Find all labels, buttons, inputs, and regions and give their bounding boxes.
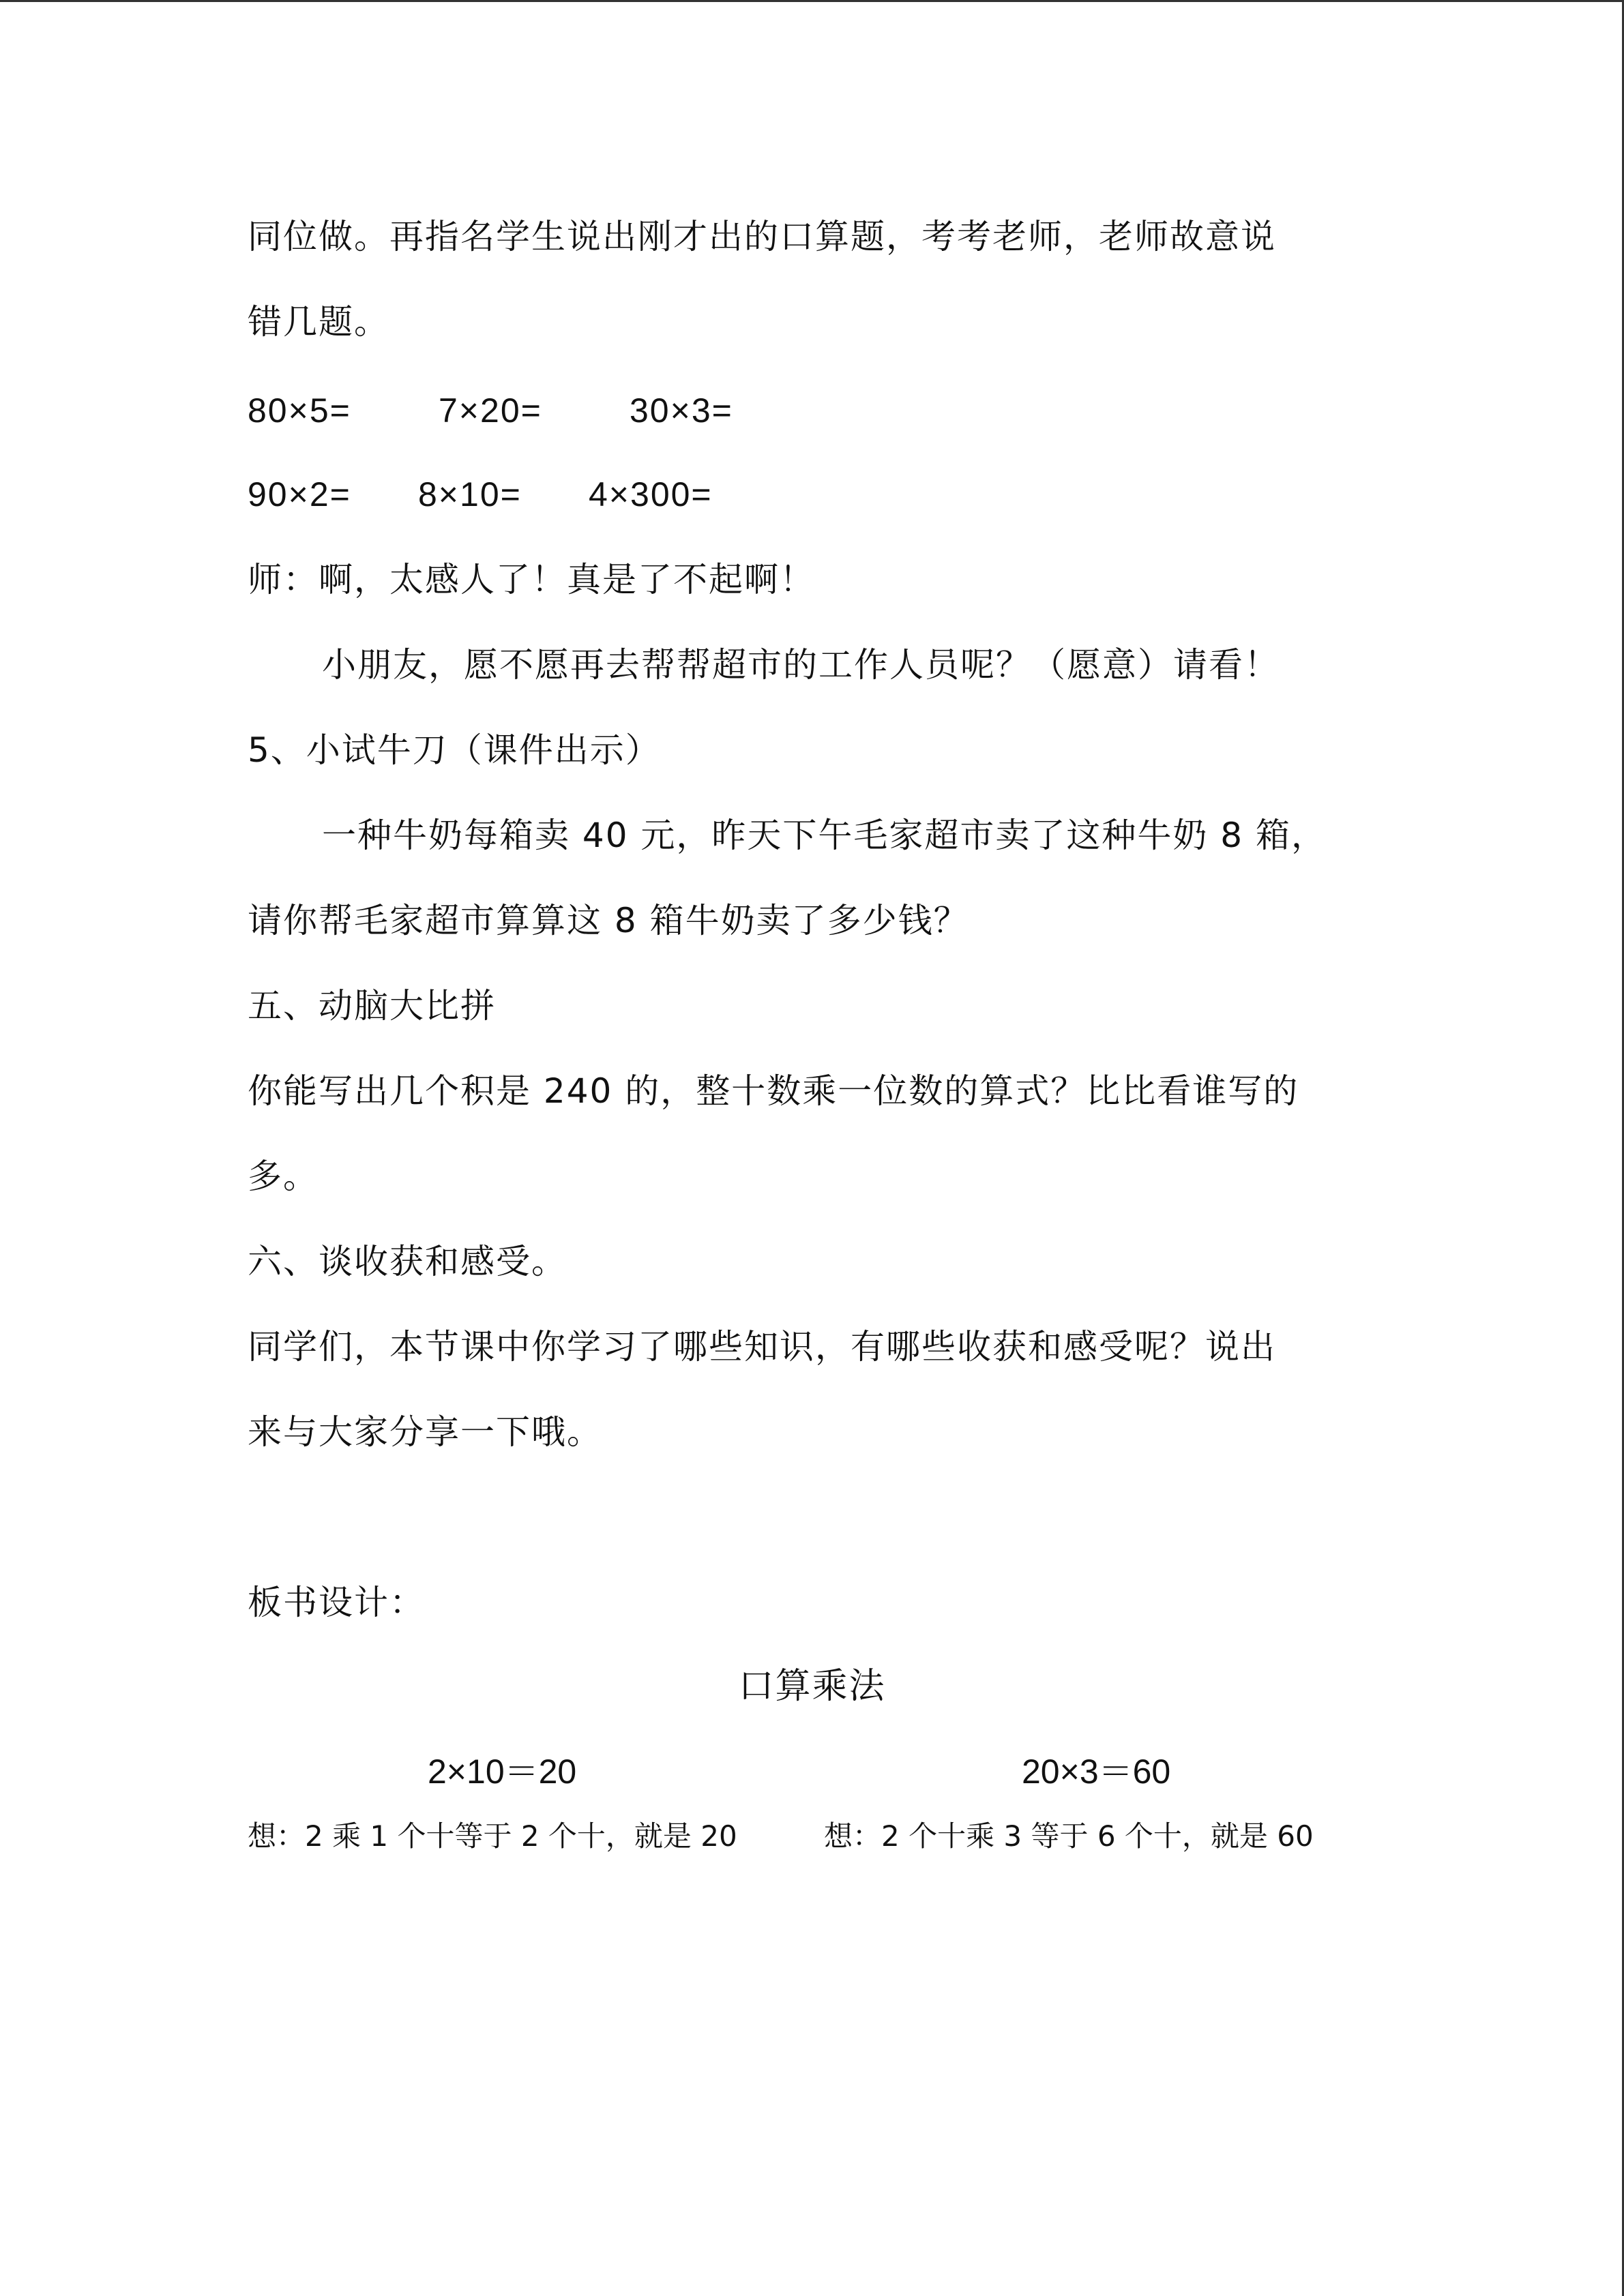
- paragraph-line: 同位做。再指名学生说出刚才出的口算题，考考老师，老师故意说: [248, 217, 1276, 256]
- paragraph-line: 请你帮毛家超市算算这 8 箱牛奶卖了多少钱？: [248, 901, 969, 940]
- exercise-item: 8×10=: [418, 475, 522, 513]
- section-heading: 五、动脑大比拼: [248, 986, 496, 1026]
- exercise-item: 7×20=: [439, 391, 542, 430]
- paragraph-line: 小朋友，愿不愿再去帮帮超市的工作人员呢？（愿意）请看！: [322, 645, 1280, 685]
- section-heading: 六、谈收获和感受。: [248, 1242, 567, 1281]
- board-title: 口算乘法: [738, 1666, 886, 1707]
- exercise-item: 80×5=: [248, 391, 351, 430]
- exercise-row-1: [248, 389, 733, 432]
- exercise-item: 4×300=: [589, 475, 713, 513]
- paragraph-line: 同学们，本节课中你学习了哪些知识，有哪些收获和感受呢？说出: [248, 1327, 1276, 1367]
- paragraph-line: 师：啊，太感人了！真是了不起啊！: [248, 560, 815, 599]
- board-explanation-right: 想：2 个十乘 3 等于 6 个十，就是 60: [824, 1819, 1314, 1853]
- board-equation-right: 20×3＝60: [1022, 1753, 1171, 1791]
- board-design-heading: 板书设计：: [248, 1583, 425, 1622]
- exercise-row-2: [248, 473, 713, 516]
- board-explanation-left: 想：2 乘 1 个十等于 2 个十，就是 20: [248, 1819, 737, 1853]
- exercise-item: 90×2=: [248, 475, 351, 513]
- paragraph-line: 错几题。: [248, 302, 389, 342]
- paragraph-line: 多。: [248, 1157, 319, 1196]
- paragraph-line: 一种牛奶每箱卖 40 元，昨天下午毛家超市卖了这种牛奶 8 箱，: [322, 816, 1327, 855]
- paragraph-line: 来与大家分享一下哦。: [248, 1412, 602, 1452]
- exercise-item: 30×3=: [630, 391, 733, 430]
- page-border-top: [0, 0, 1624, 2]
- section-heading: 5、小试牛刀（课件出示）: [248, 730, 661, 770]
- paragraph-line: 你能写出几个积是 240 的，整十数乘一位数的算式？比比看谁写的: [248, 1071, 1299, 1111]
- board-equation-left: 2×10＝20: [428, 1753, 577, 1791]
